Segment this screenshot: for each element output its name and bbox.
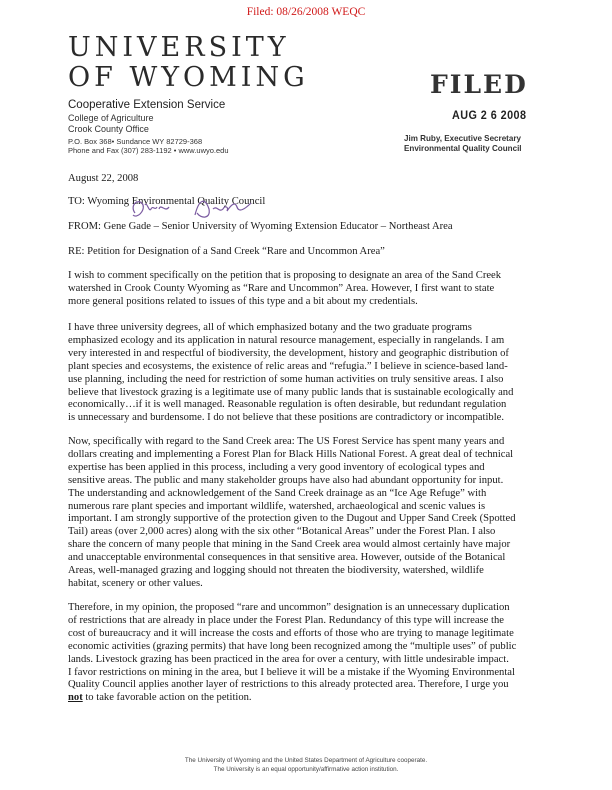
text-line: habitat, scenery or other values.	[68, 577, 203, 589]
text-line: and unacceptable environmental consequences in that sensitive area. However, outside of the Botanical	[68, 552, 506, 564]
footer-line-2: The University is an equal opportunity/affirmative action institution.	[213, 766, 399, 773]
text-line: expertise has been applied in this process, including a very good inventory of ecological types and	[68, 461, 485, 473]
text-line: plant species and ecosystems, the existence of relic areas and “refugia.” I believe in science-based land-	[68, 360, 508, 372]
text-line: numerous rare plant species and important wildlife, watershed, archaeological and scenic values is	[68, 500, 486, 512]
text-line: more general positions related to issues of this type and a bit about my credentials.	[68, 295, 418, 307]
address-line: P.O. Box 368• Sundance WY 82729-368	[68, 137, 203, 146]
final-sentence-rest: to take favorable action on the petition.	[82, 692, 252, 704]
letter-to: TO: Wyoming Environmental Quality Council	[68, 196, 266, 207]
footer-line-1: The University of Wyoming and the United States Department of Agriculture cooperate.	[184, 757, 428, 764]
page-footer	[0, 756, 612, 774]
text-line: I favor restrictions on mining in the area, but I believe it will be a mistake if the Wyoming Environmental	[68, 666, 515, 678]
text-line: The understanding and acknowledgement of the Sand Creek drainage as an “Ice Age Refuge” with	[68, 487, 487, 499]
letter-date: August 22, 2008	[68, 173, 139, 184]
college-name: College of Agriculture	[68, 113, 154, 123]
paragraph-1	[68, 270, 546, 309]
text-line: economic activities (grazing permits) that have long been recognized among the “multiple uses” of public	[68, 640, 517, 652]
university-logo-line2: OF WYOMING	[68, 62, 309, 93]
text-line: sensitive areas. The public and many stakeholder groups have also had abundant opportunity for input.	[68, 474, 504, 486]
text-line: I have three university degrees, all of which emphasized botany and the two graduate programs	[68, 322, 472, 333]
text-line: I wish to comment specifically on the petition that is proposing to designate an area of the Sand Creek	[68, 270, 502, 281]
text-line: important. I am strongly supportive of the protection given to the Dugout and Upper Sand Creek (Spotted	[68, 513, 516, 525]
text-line: very interested in and respectful of biodiversity, the development, history and geographic distribution of	[68, 347, 509, 359]
filed-stamp-secretary	[404, 133, 522, 153]
text-line: Now, specifically with regard to the Sand Creek area: The US Forest Service has spent many years and	[68, 436, 505, 447]
text-line: dollars creating and implementing a Forest Plan for Black Hills National Forest. A great deal of technical	[68, 448, 514, 460]
text-line: Quality Council applies another layer of restrictions to this already protected area. Therefore, I urge you	[68, 679, 509, 691]
university-logo-line1: UNIVERSITY	[68, 32, 290, 63]
text-line: watershed in Crook County Wyoming as “Rare and Uncommon” Area. However, I first want to state	[68, 282, 495, 294]
text-line: share the concern of many people that mining in the Sand Creek area would almost certainly have major	[68, 539, 511, 551]
text-line-final	[68, 692, 546, 705]
filed-header-stamp: Filed: 08/26/2008 WEQC	[246, 6, 366, 18]
text-line: cost of bureaucracy and it will increase the costs and efforts of those who are trying to manage legitimate	[68, 627, 514, 639]
paragraph-2	[68, 322, 546, 425]
text-line: Tail) areas (over 2,000 acres) along with the six other “Botanical Areas” under the Forest Plan. I also	[68, 526, 496, 538]
text-line: of restrictions that are already in place under the Forest Plan. Redundancy of this type will increase the	[68, 614, 504, 626]
filed-stamp-date: AUG 2 6 2008	[452, 108, 527, 122]
stamp-secretary-name: Jim Ruby, Executive Secretary	[404, 133, 521, 143]
handwritten-signature	[125, 195, 275, 227]
text-line: believe that livestock grazing is a legitimate use of many public lands that is sustainable ecologically and	[68, 386, 514, 398]
emphasis-not: not	[68, 692, 83, 704]
text-line: emphasized ecology and its application in natural resource management, especially in rangelands. I am	[68, 334, 505, 346]
paragraph-4	[68, 602, 546, 705]
letter-from: FROM: Gene Gade – Senior University of Wyoming Extension Educator – Northeast Area	[68, 221, 453, 232]
text-line: lands. Livestock grazing has been practiced in the area for over a century, with little undesirable impact.	[68, 653, 509, 665]
text-line: Areas, well-managed grazing and logging should not threaten the biodiversity, watershed, wildlife	[68, 565, 484, 577]
paragraph-3	[68, 436, 546, 591]
department-name: Cooperative Extension Service	[68, 99, 226, 111]
phone-line: Phone and Fax (307) 283-1192 • www.uwyo.edu	[68, 146, 229, 155]
filed-stamp-title: FILED	[430, 70, 528, 99]
text-line: Therefore, in my opinion, the proposed “rare and uncommon” designation is an unnecessary duplication	[68, 602, 510, 613]
text-line: use planning, including the need for restriction of some human activities on truly sensitive areas. I also	[68, 373, 504, 385]
office-name: Crook County Office	[68, 124, 149, 134]
stamp-council-name: Environmental Quality Council	[404, 143, 522, 153]
letter-re: RE: Petition for Designation of a Sand Creek “Rare and Uncommon Area”	[68, 246, 385, 257]
text-line: economically…if it is well managed. Reasonable regulation is often desirable, but redundant regulation	[68, 399, 507, 411]
text-line: is unnecessary and burdensome. I do not believe that these positions are contradictory or incompatible.	[68, 412, 504, 424]
